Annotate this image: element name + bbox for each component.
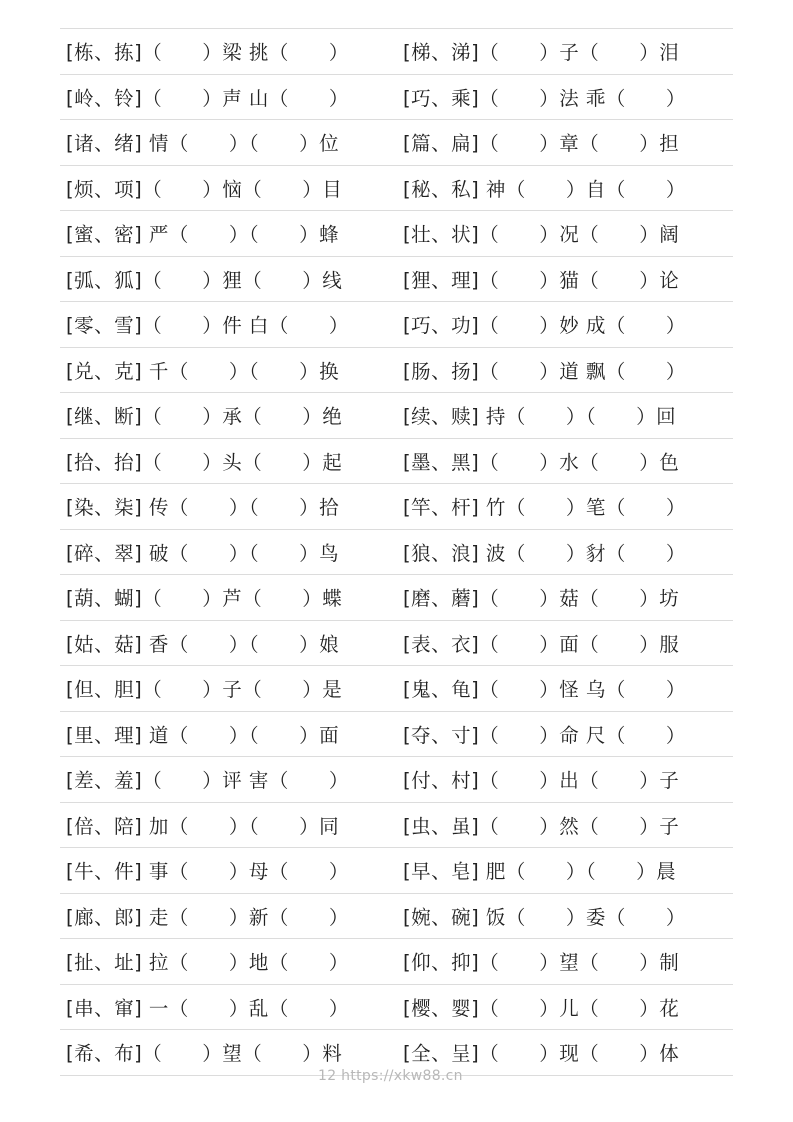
exercise-right: [秘、私] 神（ ）自（ ） — [403, 177, 686, 201]
exercise-left: [碎、翠] 破（ ）（ ）鸟 — [66, 541, 340, 565]
exercise-right: [竿、杆] 竹（ ）笔（ ） — [403, 496, 686, 520]
worksheet-row — [60, 302, 733, 348]
exercise-right: [表、衣]（ ）面（ ）服 — [403, 632, 680, 656]
exercise-right: [壮、状]（ ）况（ ）阔 — [403, 223, 680, 247]
worksheet-row — [60, 712, 733, 758]
exercise-left: [栋、拣]（ ）梁 挑（ ） — [66, 41, 349, 65]
exercise-right: [墨、黑]（ ）水（ ）色 — [403, 450, 680, 474]
exercise-left: [牛、件] 事（ ）母（ ） — [66, 860, 349, 884]
exercise-left: [兑、克] 千（ ）（ ）换 — [66, 359, 340, 383]
worksheet-row — [60, 575, 733, 621]
exercise-left: [倍、陪] 加（ ）（ ）同 — [66, 814, 340, 838]
exercise-right: [篇、扁]（ ）章（ ）担 — [403, 132, 680, 156]
exercise-right: [早、皂] 肥（ ）（ ）晨 — [403, 860, 677, 884]
worksheet-row — [60, 803, 733, 849]
worksheet-row — [60, 621, 733, 667]
exercise-right: [仰、抑]（ ）望（ ）制 — [403, 951, 680, 975]
exercise-left: [姑、菇] 香（ ）（ ）娘 — [66, 632, 340, 656]
worksheet-row — [60, 530, 733, 576]
exercise-right: [磨、蘑]（ ）菇（ ）坊 — [403, 587, 680, 611]
worksheet-row — [60, 120, 733, 166]
watermark-url: 12 https://xkw88.cn — [318, 1068, 463, 1084]
exercise-left: [诸、绪] 情（ ）（ ）位 — [66, 132, 340, 156]
worksheet-row — [60, 666, 733, 712]
worksheet-row — [60, 29, 733, 75]
worksheet-row — [60, 211, 733, 257]
worksheet-row — [60, 257, 733, 303]
worksheet-row — [60, 393, 733, 439]
exercise-right: [付、村]（ ）出（ ）子 — [403, 769, 680, 793]
exercise-left: [廊、郎] 走（ ）新（ ） — [66, 905, 349, 929]
exercise-left: [烦、项]（ ）恼（ ）目 — [66, 177, 343, 201]
exercise-left: [岭、铃]（ ）声 山（ ） — [66, 86, 349, 110]
exercise-left: [染、柒] 传（ ）（ ）拾 — [66, 496, 340, 520]
worksheet-row — [60, 166, 733, 212]
exercise-right: [肠、扬]（ ）道 飘（ ） — [403, 359, 686, 383]
exercise-left: [弧、狐]（ ）狸（ ）线 — [66, 268, 343, 292]
exercise-right: [巧、功]（ ）妙 成（ ） — [403, 314, 686, 338]
exercise-left: [拾、抬]（ ）头（ ）起 — [66, 450, 343, 474]
exercise-left: [扯、址] 拉（ ）地（ ） — [66, 951, 349, 975]
worksheet-row — [60, 348, 733, 394]
exercise-left: [零、雪]（ ）件 白（ ） — [66, 314, 349, 338]
exercise-left: [希、布]（ ）望（ ）料 — [66, 1042, 343, 1066]
worksheet-row — [60, 75, 733, 121]
exercise-right: [梯、涕]（ ）子（ ）泪 — [403, 41, 680, 65]
exercise-right: [狸、理]（ ）猫（ ）论 — [403, 268, 680, 292]
worksheet-row — [60, 848, 733, 894]
exercise-right: [续、赎] 持（ ）（ ）回 — [403, 405, 677, 429]
exercise-right: [鬼、龟]（ ）怪 乌（ ） — [403, 678, 686, 702]
exercise-left: [差、羞]（ ）评 害（ ） — [66, 769, 349, 793]
exercise-left: [继、断]（ ）承（ ）绝 — [66, 405, 343, 429]
worksheet-row — [60, 757, 733, 803]
exercise-left: [蜜、密] 严（ ）（ ）蜂 — [66, 223, 340, 247]
exercise-right: [婉、碗] 饭（ ）委（ ） — [403, 905, 686, 929]
exercise-left: [串、窜] 一（ ）乱（ ） — [66, 996, 349, 1020]
worksheet-row — [60, 985, 733, 1031]
worksheet-row — [60, 439, 733, 485]
exercise-right: [虫、虽]（ ）然（ ）子 — [403, 814, 680, 838]
exercise-right: [夺、寸]（ ）命 尺（ ） — [403, 723, 686, 747]
worksheet-table — [60, 28, 733, 1076]
exercise-right: [樱、婴]（ ）儿（ ）花 — [403, 996, 680, 1020]
worksheet-row — [60, 484, 733, 530]
worksheet-row — [60, 894, 733, 940]
exercise-left: [里、理] 道（ ）（ ）面 — [66, 723, 340, 747]
exercise-right: [全、呈]（ ）现（ ）体 — [403, 1042, 680, 1066]
exercise-right: [巧、乘]（ ）法 乖（ ） — [403, 86, 686, 110]
worksheet-row — [60, 939, 733, 985]
exercise-left: [葫、蝴]（ ）芦（ ）蝶 — [66, 587, 343, 611]
exercise-right: [狼、浪] 波（ ）豺（ ） — [403, 541, 686, 565]
exercise-left: [但、胆]（ ）子（ ）是 — [66, 678, 343, 702]
